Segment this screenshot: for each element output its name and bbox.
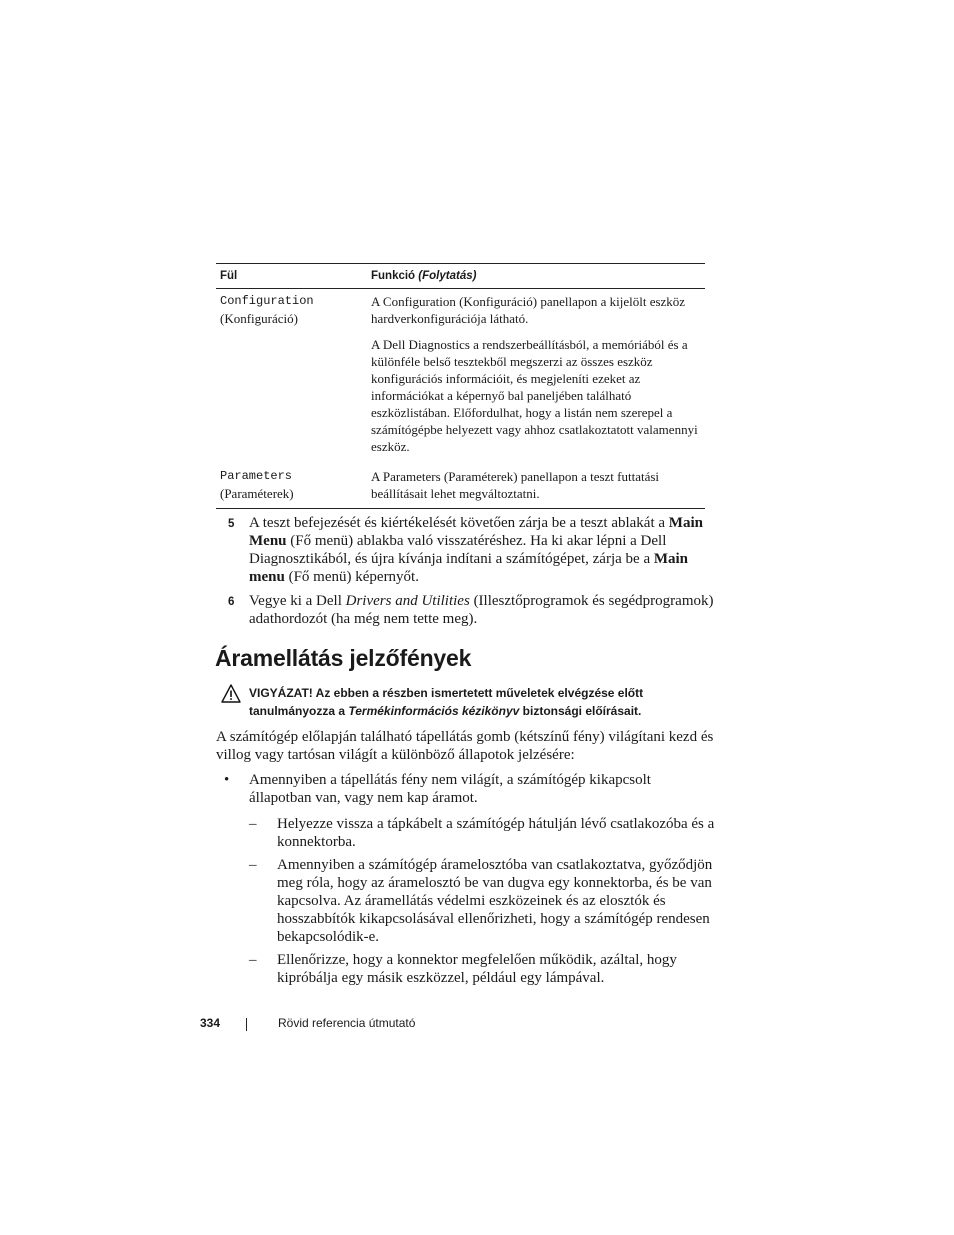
caution-text-part: Az ebben a részben ismertetett műveletek elvégzése előtt tanulmányozza a — [249, 686, 644, 718]
row-function-cell — [371, 293, 705, 464]
dash-mark: – — [249, 952, 257, 968]
manual-title: Termékinformációs kézikönyv — [348, 704, 520, 718]
tab-code: Parameters — [220, 469, 293, 483]
step-text — [249, 592, 714, 628]
sub-item-text: Amennyiben a számítógép áramelosztóba van csatlakoztatva, győződjön meg róla, hogy az áramelosztó be van dugva egy konnektorba, és be van kapcsolva. Az áramellátás védelmi eszközeinek és az elosztók és hosszabbítók kikapcsolásával ellenőrizheti, hogy a számítógép rendesen bekapcsolódik-e. — [277, 857, 713, 945]
bullet-mark: • — [224, 772, 230, 788]
header-function — [371, 270, 705, 282]
tab-label: (Paraméterek) — [220, 486, 294, 501]
page-number: 334 — [200, 1016, 221, 1030]
footer-divider — [246, 1018, 247, 1031]
step-text-part: (Fő menü) képernyőt. — [284, 569, 419, 585]
step-5 — [228, 514, 714, 586]
sub-list-item — [249, 815, 715, 851]
function-paragraph: A Configuration (Konfiguráció) panellapon a kijelölt eszköz hardverkonfigurációja látható. — [371, 294, 686, 326]
list-item — [224, 771, 714, 807]
step-number: 5 — [228, 518, 235, 530]
tab-code: Configuration — [220, 294, 314, 308]
table-row — [216, 289, 705, 464]
function-paragraph: A Dell Diagnostics a rendszerbeállításból, a memóriából és a különféle belső tesztekből megszerzi az összes eszköz konfigurációs információit, és megjeleníti ezeket az információkat a képernyő bal paneljében található eszközlistában. Előfordulhat, hogy a listán nem szerepel a számítógépbe helyezett vagy ahhoz csatlakoztatott valamennyi eszköz. — [371, 337, 698, 454]
table-row — [216, 464, 705, 509]
functions-table — [216, 263, 705, 509]
step-6 — [228, 592, 714, 628]
row-tab-cell — [216, 468, 371, 508]
row-tab-cell — [216, 293, 371, 464]
caution-text — [249, 684, 715, 720]
header-continued-label: (Folytatás) — [418, 270, 477, 282]
caution-label: VIGYÁZAT! — [249, 686, 313, 700]
section-title: Áramellátás jelzőfények — [215, 645, 472, 671]
step-text-part: (Fő menü) ablakba való visszatéréshez. Ha ki akar lépni a Dell Diagnosztikából, és újra kívánja indítani a számítógépet, zárja be a — [249, 533, 667, 567]
warning-triangle-icon — [221, 684, 241, 703]
caution-note — [221, 684, 715, 720]
ui-term: Main Menu — [249, 515, 703, 549]
ui-term: Main menu — [249, 551, 689, 585]
header-tab: Fül — [220, 270, 238, 282]
bullet-text: Amennyiben a tápellátás fény nem világít, a számítógép kikapcsolt állapotban van, vagy nem kap áramot. — [249, 772, 651, 806]
step-text-part: A teszt befejezését és kiértékelését követően zárja be a teszt ablakát a — [249, 515, 669, 531]
row-function-cell — [371, 468, 705, 508]
dash-mark: – — [249, 857, 257, 873]
tab-label: (Konfiguráció) — [220, 311, 298, 326]
function-paragraph: A Parameters (Paraméterek) panellapon a teszt futtatási beállításait lehet megváltoztatni. — [371, 469, 660, 501]
dash-mark: – — [249, 816, 257, 832]
intro-paragraph: A számítógép előlapján található tápellátás gomb (kétszínű fény) világítani kezd és villog vagy tartósan világít a különböző állapotok jelzésére: — [216, 729, 714, 763]
sub-list-item — [249, 951, 715, 987]
step-text-part: Vegye ki a Dell — [249, 593, 346, 609]
document-title: Rövid referencia útmutató — [278, 1016, 416, 1030]
sub-item-text: Helyezze vissza a tápkábelt a számítógép hátulján lévő csatlakozóba és a konnektorba. — [277, 816, 715, 850]
header-function-label: Funkció — [371, 270, 416, 282]
sub-list-item — [249, 856, 715, 946]
step-text-part: (Illesztőprogramok és segédprogramok) adathordozót (ha még nem tette meg). — [249, 593, 714, 627]
sub-item-text: Ellenőrizze, hogy a konnektor megfelelően működik, azáltal, hogy kipróbálja egy másik eszközzel, például egy lámpával. — [277, 952, 677, 986]
media-title: Drivers and Utilities — [345, 593, 470, 609]
step-text — [249, 514, 714, 586]
caution-text-part: biztonsági előírásait. — [519, 704, 642, 718]
step-number: 6 — [228, 596, 235, 608]
table-header — [216, 264, 705, 289]
